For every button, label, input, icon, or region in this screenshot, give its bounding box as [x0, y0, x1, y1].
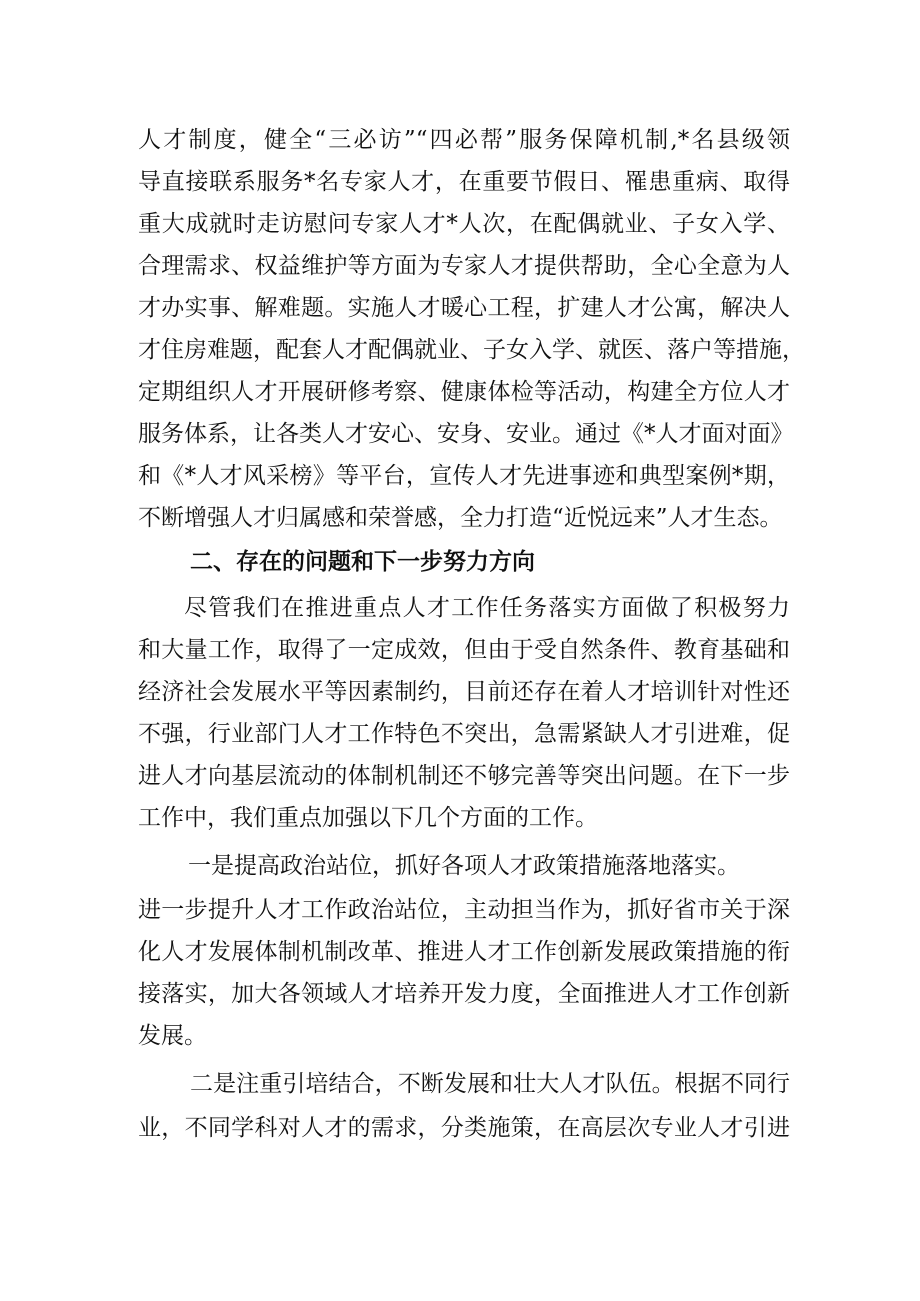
paragraph-4-line-1: 二是注重引培结合，不断发展和壮大人才队伍。根据不同行 — [190, 1071, 790, 1097]
paragraph-3-line-3: 化人才发展体制机制改革、推进人才工作创新发展政策措施的衔 — [138, 939, 790, 965]
paragraph-2-line-5: 进人才向基层流动的体制机制还不够完善等突出问题。在下一步 — [138, 763, 790, 789]
paragraph-1-line-6: 才住房难题，配套人才配偶就业、子女入学、就医、落户等措施， — [138, 337, 805, 363]
paragraph-1-line-4: 合理需求、权益维护等方面为专家人才提供帮助，全心全意为人 — [138, 253, 790, 279]
paragraph-3-line-2: 进一步提升人才工作政治站位，主动担当作为，抓好省市关于深 — [138, 897, 790, 923]
paragraph-3-line-5: 发展。 — [138, 1023, 207, 1049]
paragraph-2-line-4: 不强，行业部门人才工作特色不突出，急需紧缺人才引进难，促 — [138, 721, 790, 747]
paragraph-1-line-7: 定期组织人才开展研修考察、健康体检等活动，构建全方位人才 — [138, 379, 790, 405]
paragraph-3-line-4: 接落实，加大各领域人才培养开发力度，全面推进人才工作创新 — [138, 981, 790, 1007]
paragraph-1-line-5: 才办实事、解难题。实施人才暖心工程，扩建人才公寓，解决人 — [138, 295, 790, 321]
paragraph-1-line-9: 和《*人才风采榜》等平台，宣传人才先进事迹和典型案例*期， — [138, 463, 790, 489]
paragraph-2-line-3: 经济社会发展水平等因素制约，目前还存在着人才培训针对性还 — [138, 679, 790, 705]
paragraph-2-line-2: 和大量工作，取得了一定成效，但由于受自然条件、教育基础和 — [138, 637, 790, 663]
paragraph-2-line-6: 工作中，我们重点加强以下几个方面的工作。 — [138, 805, 598, 831]
paragraph-2-line-1: 尽管我们在推进重点人才工作任务落实方面做了积极努力 — [184, 595, 790, 621]
paragraph-1-line-10: 不断增强人才归属感和荣誉感，全力打造“近悦远来”人才生态。 — [138, 505, 783, 531]
paragraph-4-line-2: 业，不同学科对人才的需求，分类施策，在高层次专业人才引进 — [138, 1115, 790, 1141]
section-heading: 二、存在的问题和下一步努力方向 — [190, 549, 535, 575]
paragraph-3-line-1: 一是提高政治站位，抓好各项人才政策措施落地落实。 — [188, 853, 740, 879]
paragraph-1-line-1: 人才制度，健全“三必访”“四必帮”服务保障机制,*名县级领 — [138, 127, 790, 153]
paragraph-1-line-2: 导直接联系服务*名专家人才，在重要节假日、罹患重病、取得 — [138, 169, 790, 195]
paragraph-1-line-3: 重大成就时走访慰问专家人才*人次，在配偶就业、子女入学、 — [138, 211, 790, 237]
paragraph-1-line-8: 服务体系，让各类人才安心、安身、安业。通过《*人才面对面》 — [138, 421, 794, 447]
